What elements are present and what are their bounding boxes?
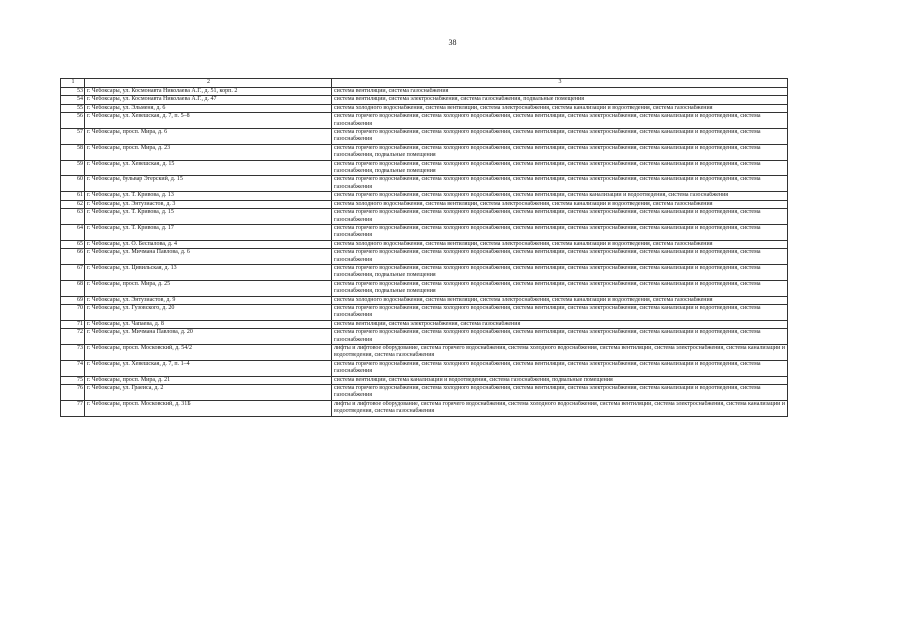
table-row: [61, 144, 788, 160]
row-number: 62: [61, 200, 85, 208]
row-address: г. Чебоксары, ул. Т. Кривова, д. 17: [85, 224, 332, 240]
row-address: г. Чебоксары, просп. Мира, д. 6: [85, 129, 332, 145]
table-row: [61, 192, 788, 200]
table-row: [61, 96, 788, 104]
row-systems: система холодного водоснабжения, система вентиляции, система электроснабжения, система канализации и водоотведения, система газоснабжения: [332, 240, 788, 248]
row-address: г. Чебоксары, ул. Мичмана Павлова, д. 6: [85, 249, 332, 265]
table-row: [61, 296, 788, 304]
row-systems: система горячего водоснабжения, система холодного водоснабжения, система вентиляции, система электроснабжения, система канализации и водоотведения, система газоснабжения: [332, 176, 788, 192]
table-row: [61, 385, 788, 401]
row-number: 63: [61, 209, 85, 225]
row-systems: система горячего водоснабжения, система холодного водоснабжения, система вентиляции, система электроснабжения, система канализации и водоотведения, система газоснабжения: [332, 304, 788, 320]
row-address: г. Чебоксары, ул. Космонавта Николаева А.Г., д. 51, корп. 2: [85, 88, 332, 96]
row-address: г. Чебоксары, просп. Мира, д. 25: [85, 280, 332, 296]
row-systems: система вентиляции, система канализации и водоотведения, система газоснабжения, подвальные помещения: [332, 376, 788, 384]
table-row: [61, 264, 788, 280]
row-systems: лифты и лифтовое оборудование, система горячего водоснабжения, система холодного водоснабжения, система вентиляции, система электроснабжения, система канализации и водоотведения, система газоснабжения: [332, 400, 788, 416]
row-address: г. Чебоксары, ул. Чапаева, д. 8: [85, 320, 332, 328]
table-row: [61, 176, 788, 192]
row-systems: система холодного водоснабжения, система вентиляции, система электроснабжения, система канализации и водоотведения, система газоснабжения: [332, 296, 788, 304]
row-systems: система горячего водоснабжения, система холодного водоснабжения, система вентиляции, система электроснабжения, система канализации и водоотведения, система газоснабжения: [332, 249, 788, 265]
row-number: 77: [61, 400, 85, 416]
row-number: 69: [61, 296, 85, 304]
row-number: 56: [61, 113, 85, 129]
table-header-row: [61, 79, 788, 88]
row-number: 73: [61, 345, 85, 361]
row-number: 61: [61, 192, 85, 200]
row-address: г. Чебоксары, бульвар Эгерский, д. 15: [85, 176, 332, 192]
row-number: 59: [61, 160, 85, 176]
row-systems: система горячего водоснабжения, система холодного водоснабжения, система вентиляции, система электроснабжения, система канализации и водоотведения, система газоснабжения: [332, 329, 788, 345]
row-address: г. Чебоксары, ул. Цивильская, д. 13: [85, 264, 332, 280]
row-systems: система горячего водоснабжения, система холодного водоснабжения, система вентиляции, система электроснабжения, система канализации и водоотведения, система газоснабжения: [332, 209, 788, 225]
row-address: г. Чебоксары, ул. Мичмана Павлова, д. 20: [85, 329, 332, 345]
row-number: 64: [61, 224, 85, 240]
table-row: [61, 376, 788, 384]
row-address: г. Чебоксары, ул. Т. Кривова, д. 13: [85, 192, 332, 200]
column-header: 1: [61, 79, 85, 88]
row-number: 76: [61, 385, 85, 401]
row-systems: система горячего водоснабжения, система холодного водоснабжения, система вентиляции, система электроснабжения, система канализации и водоотведения, система газоснабжения, подвальные помещения: [332, 280, 788, 296]
row-systems: лифты и лифтовое оборудование, система горячего водоснабжения, система холодного водоснабжения, система вентиляции, система электроснабжения, система канализации и водоотведения, система газоснабжения: [332, 345, 788, 361]
row-address: г. Чебоксары, ул. Хевешская, д. 7, п. 1–4: [85, 360, 332, 376]
row-address: г. Чебоксары, ул. Энтузиастов, д. 9: [85, 296, 332, 304]
table-row: [61, 329, 788, 345]
row-address: г. Чебоксары, ул. Энтузиастов, д. 3: [85, 200, 332, 208]
row-systems: система горячего водоснабжения, система холодного водоснабжения, система вентиляции, система электроснабжения, система канализации и водоотведения, система газоснабжения: [332, 385, 788, 401]
row-number: 68: [61, 280, 85, 296]
row-systems: система горячего водоснабжения, система холодного водоснабжения, система вентиляции, система электроснабжения, система канализации и водоотведения, система газоснабжения: [332, 360, 788, 376]
row-address: г. Чебоксары, ул. Гузовского, д. 20: [85, 304, 332, 320]
row-number: 66: [61, 249, 85, 265]
row-number: 67: [61, 264, 85, 280]
row-number: 54: [61, 96, 85, 104]
row-address: г. Чебоксары, ул. Космонавта Николаева А.Г., д. 47: [85, 96, 332, 104]
table-row: [61, 304, 788, 320]
row-number: 60: [61, 176, 85, 192]
row-systems: система горячего водоснабжения, система холодного водоснабжения, система вентиляции, система электроснабжения, система канализации и водоотведения, система газоснабжения, подвальные помещения: [332, 264, 788, 280]
column-header: 3: [332, 79, 788, 88]
table-row: [61, 280, 788, 296]
row-address: г. Чебоксары, ул. Т. Кривова, д. 15: [85, 209, 332, 225]
table-row: [61, 104, 788, 112]
table-row: [61, 224, 788, 240]
table-row: [61, 360, 788, 376]
row-systems: система горячего водоснабжения, система холодного водоснабжения, система вентиляции, система канализации и водоотведения, система газоснабжения: [332, 192, 788, 200]
row-systems: система горячего водоснабжения, система холодного водоснабжения, система вентиляции, система электроснабжения, система канализации и водоотведения, система газоснабжения: [332, 113, 788, 129]
table-row: [61, 200, 788, 208]
row-systems: система вентиляции, система электроснабжения, система газоснабжения, подвальные помещения: [332, 96, 788, 104]
row-number: 75: [61, 376, 85, 384]
table-row: [61, 129, 788, 145]
table-row: [61, 400, 788, 416]
table-row: [61, 209, 788, 225]
row-address: г. Чебоксары, просп. Мира, д. 21: [85, 376, 332, 384]
row-systems: система вентиляции, система электроснабжения, система газоснабжения: [332, 320, 788, 328]
row-address: г. Чебоксары, просп. Московский, д. 31Б: [85, 400, 332, 416]
page-number: 38: [448, 38, 457, 47]
row-number: 53: [61, 88, 85, 96]
table-row: [61, 88, 788, 96]
row-systems: система горячего водоснабжения, система холодного водоснабжения, система вентиляции, система электроснабжения, система канализации и водоотведения, система газоснабжения: [332, 224, 788, 240]
table-row: [61, 240, 788, 248]
row-number: 71: [61, 320, 85, 328]
row-number: 58: [61, 144, 85, 160]
row-number: 70: [61, 304, 85, 320]
row-address: г. Чебоксары, ул. Эльменя, д. 6: [85, 104, 332, 112]
table-row: [61, 113, 788, 129]
table-row: [61, 249, 788, 265]
row-address: г. Чебоксары, ул. Хевешская, д. 7, п. 5–8: [85, 113, 332, 129]
row-number: 65: [61, 240, 85, 248]
row-address: г. Чебоксары, просп. Московский, д. 54/2: [85, 345, 332, 361]
table-row: [61, 345, 788, 361]
row-number: 55: [61, 104, 85, 112]
row-systems: система холодного водоснабжения, система вентиляции, система электроснабжения, система канализации и водоотведения, система газоснабжения: [332, 104, 788, 112]
row-number: 72: [61, 329, 85, 345]
row-systems: система горячего водоснабжения, система холодного водоснабжения, система вентиляции, система электроснабжения, система канализации и водоотведения, система газоснабжения, подвальные помещения: [332, 160, 788, 176]
row-systems: система вентиляции, система газоснабжения: [332, 88, 788, 96]
row-systems: система горячего водоснабжения, система холодного водоснабжения, система вентиляции, система электроснабжения, система канализации и водоотведения, система газоснабжения, подвальные помещения: [332, 144, 788, 160]
row-address: г. Чебоксары, просп. Мира, д. 23: [85, 144, 332, 160]
table-row: [61, 320, 788, 328]
row-address: г. Чебоксары, ул. Граеиса, д. 2: [85, 385, 332, 401]
registry-table: [60, 78, 788, 417]
row-address: г. Чебоксары, ул. Хевешская, д. 15: [85, 160, 332, 176]
row-systems: система холодного водоснабжения, система вентиляции, система электроснабжения, система канализации и водоотведения, система газоснабжения: [332, 200, 788, 208]
row-systems: система горячего водоснабжения, система холодного водоснабжения, система вентиляции, система электроснабжения, система канализации и водоотведения, система газоснабжения: [332, 129, 788, 145]
row-address: г. Чебоксары, ул. О. Беспалова, д. 4: [85, 240, 332, 248]
table-row: [61, 160, 788, 176]
row-number: 57: [61, 129, 85, 145]
column-header: 2: [85, 79, 332, 88]
row-number: 74: [61, 360, 85, 376]
